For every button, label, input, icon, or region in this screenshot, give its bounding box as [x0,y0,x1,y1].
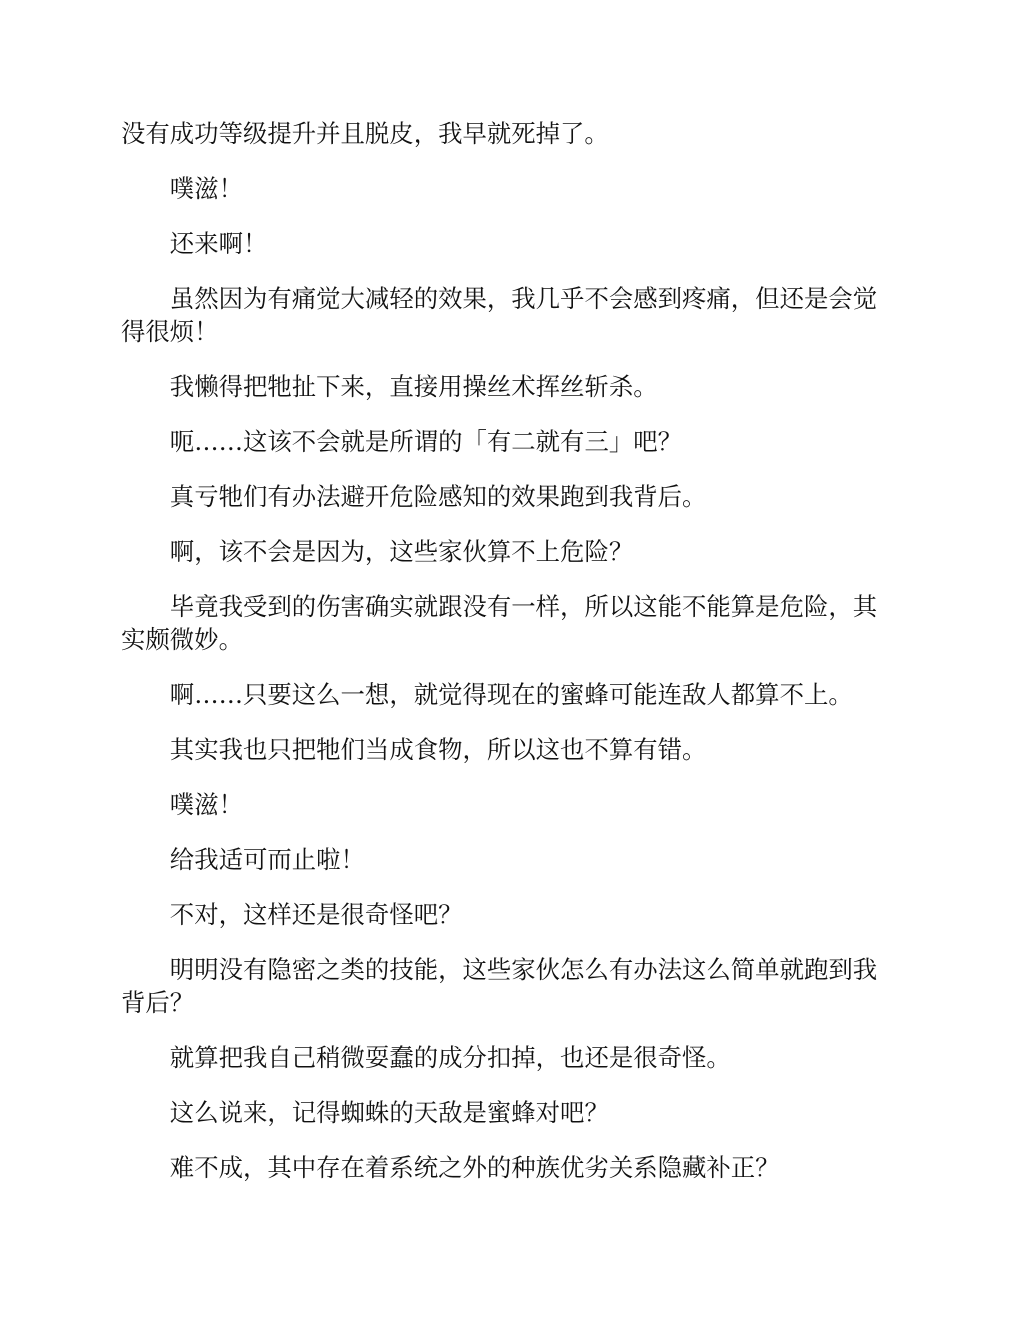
paragraph: 噗滋！ [169,790,243,819]
paragraph: 啊，该不会是因为，这些家伙算不上危险？ [169,537,634,566]
paragraph: 就算把我自己稍微耍蠢的成分扣掉，也还是很奇怪。 [169,1043,731,1072]
paragraph: 噗滋！ [169,174,243,203]
paragraph: 明明没有隐密之类的技能，这些家伙怎么有办法这么简单就跑到我背后？ [121,955,878,1017]
document-page [121,117,898,1206]
paragraph: 啊……只要这么一想，就觉得现在的蜜蜂可能连敌人都算不上。 [169,680,853,709]
paragraph: 虽然因为有痛觉大减轻的效果，我几乎不会感到疼痛，但还是会觉得很烦！ [121,284,878,346]
paragraph: 不对，这样还是很奇怪吧？ [169,900,463,929]
paragraph: 给我适可而止啦！ [169,845,365,874]
paragraph: 其实我也只把牠们当成食物，所以这也不算有错。 [169,735,707,764]
paragraph: 这么说来，记得蜘蛛的天敌是蜜蜂对吧？ [169,1098,609,1127]
paragraph: 毕竟我受到的伤害确实就跟没有一样，所以这能不能算是危险，其实颇微妙。 [121,592,878,654]
paragraph: 没有成功等级提升并且脱皮，我早就死掉了。 [121,119,609,148]
paragraph: 我懒得把牠扯下来，直接用操丝术挥丝斩杀。 [169,372,658,401]
paragraph: 呃……这该不会就是所谓的「有二就有三」吧？ [169,427,683,456]
paragraph: 还来啊！ [169,229,268,258]
paragraph: 真亏牠们有办法避开危险感知的效果跑到我背后。 [169,482,707,511]
paragraph: 难不成，其中存在着系统之外的种族优劣关系隐藏补正？ [169,1153,780,1182]
